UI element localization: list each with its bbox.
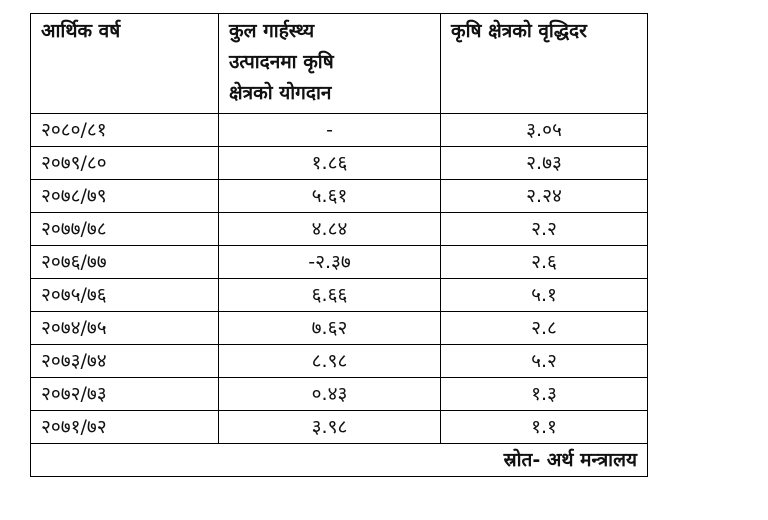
source-row [31,444,648,477]
header-gdp-contribution [219,14,441,114]
cell-year: २०७७/७८ [31,213,219,246]
cell-growth: ३.०५ [441,114,648,147]
cell-year: २०७९/८० [31,147,219,180]
cell-gdp: ३.९८ [219,411,441,444]
table-row [31,411,648,444]
table-body [31,14,648,477]
table-row [31,279,648,312]
header-gdp-line-3: क्षेत्रको योगदान [229,82,332,104]
cell-gdp: १.८६ [219,147,441,180]
source-note: स्रोत- अर्थ मन्त्रालय [31,444,648,477]
cell-year: २०७४/७५ [31,312,219,345]
cell-growth: ५.२ [441,345,648,378]
table-row [31,378,648,411]
cell-gdp: - [219,114,441,147]
cell-gdp: ८.९८ [219,345,441,378]
header-fiscal-year: आर्थिक वर्ष [31,14,219,114]
table-row [31,246,648,279]
cell-growth: २.८ [441,312,648,345]
header-row [31,14,648,114]
table-row [31,345,648,378]
table-row [31,213,648,246]
agriculture-data-table [30,13,648,477]
cell-gdp: ७.६२ [219,312,441,345]
table-row [31,180,648,213]
cell-growth: २.२ [441,213,648,246]
table-row [31,147,648,180]
cell-growth: २.२४ [441,180,648,213]
cell-growth: १.१ [441,411,648,444]
cell-year: २०७३/७४ [31,345,219,378]
cell-gdp: ५.६१ [219,180,441,213]
cell-growth: २.७३ [441,147,648,180]
cell-growth: १.३ [441,378,648,411]
cell-year: २०८०/८१ [31,114,219,147]
header-growth-rate: कृषि क्षेत्रको वृद्धिदर [441,14,648,114]
cell-year: २०७८/७९ [31,180,219,213]
cell-year: २०७२/७३ [31,378,219,411]
header-gdp-line-1: कुल गार्हस्थ्य [229,20,315,42]
cell-year: २०७६/७७ [31,246,219,279]
header-gdp-line-2: उत्पादनमा कृषि [229,51,334,73]
cell-gdp: ६.६६ [219,279,441,312]
table-row [31,114,648,147]
cell-growth: २.६ [441,246,648,279]
cell-growth: ५.१ [441,279,648,312]
cell-gdp: ४.८४ [219,213,441,246]
cell-gdp: -२.३७ [219,246,441,279]
table-row [31,312,648,345]
cell-gdp: ०.४३ [219,378,441,411]
cell-year: २०७५/७६ [31,279,219,312]
cell-year: २०७१/७२ [31,411,219,444]
